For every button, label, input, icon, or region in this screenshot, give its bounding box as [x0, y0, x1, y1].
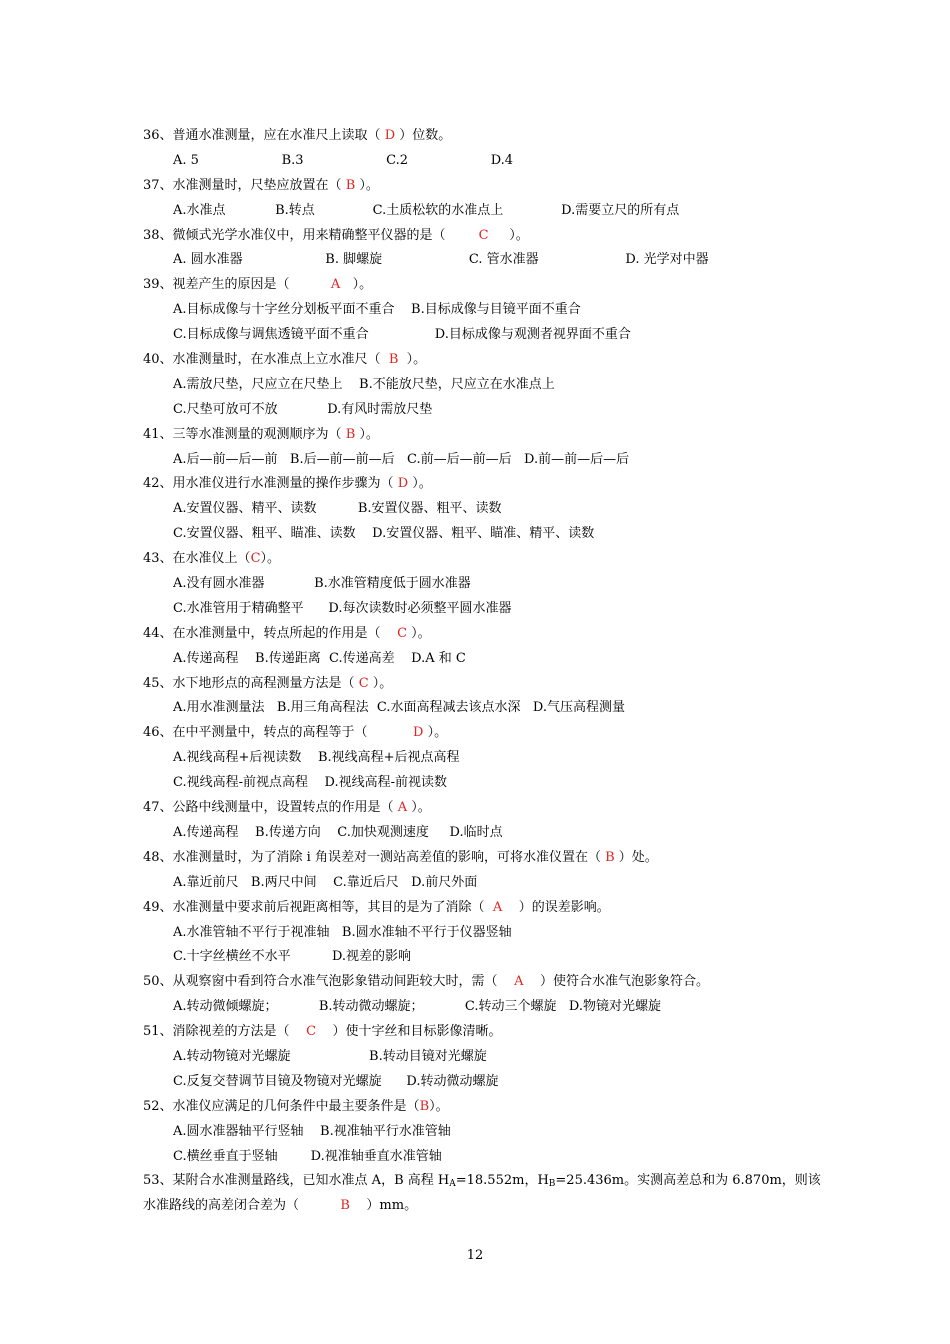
- question-number: 53: [143, 1173, 160, 1189]
- question-text: ）使符合水准气泡影象符合。: [523, 974, 709, 990]
- question-text: ）。: [355, 426, 379, 442]
- question-number: 44: [143, 625, 160, 641]
- question-text: ）。: [423, 725, 448, 741]
- option-line: A.水准管轴不平行于视准轴 B.圆水准轴不平行于仪器竖轴: [173, 924, 512, 940]
- option-line: C.视线高程-前视点高程 D.视线高程-前视读数: [173, 775, 448, 791]
- question-stem: [143, 547, 823, 572]
- question-number: 51: [143, 1024, 160, 1040]
- question-stem: [143, 1095, 823, 1120]
- page-number: 12: [466, 1248, 484, 1263]
- question-text: ）使十字丝和目标影像清晰。: [316, 1024, 502, 1040]
- question-number: 47: [143, 800, 160, 816]
- answer-letter: C: [358, 675, 369, 691]
- question-number: 37: [143, 177, 160, 193]
- question-text: ）。: [260, 551, 281, 567]
- answer-letter: A: [330, 277, 341, 293]
- answer-letter: C: [478, 227, 489, 243]
- question-stem: [143, 124, 823, 149]
- question-number: 50: [143, 974, 160, 990]
- question-text: ）处。: [614, 849, 658, 865]
- question-stem: [143, 846, 823, 871]
- answer-letter: A: [397, 800, 408, 816]
- question-text: ）。: [408, 476, 432, 492]
- option-line: A. 圆水准器 B. 脚螺旋 C. 管水准器 D. 光学对中器: [173, 252, 709, 268]
- question-text: ）。: [340, 277, 373, 293]
- question-text: 、某附合水准测量路线，已知水准点 A，B 高程 H: [159, 1173, 450, 1189]
- question-number: 46: [143, 725, 160, 741]
- question-text: =18.552m，H: [455, 1173, 549, 1189]
- question-stem: [143, 174, 823, 199]
- option-line: C.水准管用于精确整平 D.每次读数时必须整平圆水准器: [173, 600, 512, 616]
- option-line: C.横丝垂直于竖轴 D.视准轴垂直水准管轴: [173, 1148, 442, 1164]
- option-line: A.传递高程 B.传递距离 C.传递高差 D.A 和 C: [173, 650, 466, 666]
- option-line: A.靠近前尺 B.两尺中间 C.靠近后尺 D.前尺外面: [173, 874, 478, 890]
- option-line: A.圆水准器轴平行竖轴 B.视准轴平行水准管轴: [173, 1123, 451, 1139]
- answer-letter: A: [514, 974, 524, 990]
- option-line: A.转动微倾螺旋； B.转动微动螺旋； C.转动三个螺旋 D.物镜对光螺旋: [173, 999, 661, 1015]
- question-text: ）。: [488, 227, 529, 243]
- question-text: ）的误差影响。: [502, 899, 610, 915]
- option-line: C.反复交替调节目镜及物镜对光螺旋 D.转动微动螺旋: [173, 1073, 499, 1089]
- question-text: 、公路中线测量中，设置转点的作用是（: [159, 800, 398, 816]
- question-text: 、消除视差的方法是（: [159, 1024, 307, 1040]
- question-text: ）。: [429, 1098, 449, 1114]
- question-text: 、从观察窗中看到符合水准气泡影象错动间距较大时，需（: [159, 974, 515, 990]
- subscript: A: [449, 1179, 456, 1190]
- option-line: A.需放尺垫，尺应立在尺垫上 B.不能放尺垫，尺应立在水准点上: [173, 376, 555, 392]
- question-stem-continued: [143, 1194, 823, 1219]
- subscript: B: [548, 1179, 556, 1190]
- question-number: 48: [143, 849, 160, 865]
- question-number: 39: [143, 277, 160, 293]
- question-stem: [143, 796, 823, 821]
- answer-letter: B: [345, 426, 356, 442]
- answer-letter: D: [384, 128, 396, 143]
- question-text: ）。: [407, 625, 431, 641]
- question-stem: [143, 896, 823, 921]
- question-text: ）位数。: [395, 128, 452, 143]
- question-text: 、水下地形点的高程测量方法是（: [159, 675, 359, 691]
- question-stem: [143, 348, 823, 373]
- question-stem: [143, 970, 823, 995]
- question-stem: [143, 273, 823, 298]
- question-text: 、三等水准测量的观测顺序为（: [159, 426, 346, 442]
- option-line: A.后—前—后—前 B.后—前—前—后 C.前—后—前—后 D.前—前—后—后: [173, 451, 630, 467]
- answer-letter: B: [605, 849, 615, 865]
- question-number: 36: [143, 128, 160, 143]
- option-line: A.视线高程+后视读数 B.视线高程+后视点高程: [173, 750, 460, 766]
- question-text: =25.436m。实测高差总和为 6.870m，则该: [555, 1173, 821, 1189]
- answer-letter: D: [413, 725, 424, 741]
- option-line: A.传递高程 B.传递方向 C.加快观测速度 D.临时点: [173, 824, 503, 840]
- question-list: [143, 124, 823, 1219]
- question-text: 、在水准测量中，转点所起的作用是（: [159, 625, 398, 641]
- question-text: ）。: [355, 177, 379, 193]
- question-text: 、在水准仪上（: [159, 551, 251, 567]
- question-text: 、水准测量时，尺垫应放置在（: [159, 177, 346, 193]
- question-number: 43: [143, 551, 160, 567]
- question-text: ）mm。: [349, 1198, 418, 1214]
- option-line: C.安置仪器、粗平、瞄准、读数 D.安置仪器、粗平、瞄准、精平、读数: [173, 526, 595, 542]
- question-stem: [143, 423, 823, 448]
- option-line: A.用水准测量法 B.用三角高程法 C.水面高程减去该点水深 D.气压高程测量: [173, 700, 625, 716]
- option-line: A.没有圆水准器 B.水准管精度低于圆水准器: [173, 576, 471, 592]
- question-text: 、微倾式光学水准仪中，用来精确整平仪器的是（: [159, 227, 479, 243]
- question-number: 41: [143, 426, 160, 442]
- answer-letter: C: [397, 625, 408, 641]
- question-stem: [143, 224, 823, 249]
- option-line: C.尺垫可放可不放 D.有风时需放尺垫: [173, 401, 433, 417]
- answer-letter: B: [388, 352, 399, 368]
- question-text: 、水准测量时，为了消除 i 角误差对一测站高差值的影响，可将水准仪置在（: [159, 849, 606, 865]
- question-number: 42: [143, 476, 160, 492]
- answer-letter: B: [340, 1198, 350, 1214]
- option-line: A.安置仪器、精平、读数 B.安置仪器、粗平、读数: [173, 501, 502, 517]
- question-text: 水准路线的高差闭合差为（: [143, 1198, 341, 1214]
- question-number: 52: [143, 1098, 160, 1114]
- question-text: 、用水准仪进行水准测量的操作步骤为（: [159, 476, 398, 492]
- question-number: 40: [143, 352, 160, 368]
- option-line: A.目标成像与十字丝分划板平面不重合 B.目标成像与目镜平面不重合: [173, 302, 581, 318]
- option-line: A. 5 B.3 C.2 D.4: [173, 152, 514, 168]
- question-text: 、普通水准测量，应在水准尺上读取（: [159, 128, 385, 143]
- question-stem: [143, 1020, 823, 1045]
- question-text: 、水准测量时，在水准点上立水准尺（: [159, 352, 389, 368]
- question-stem: [143, 1169, 823, 1194]
- option-line: C.目标成像与调焦透镜平面不重合 D.目标成像与观测者视界面不重合: [173, 327, 631, 343]
- question-text: ）。: [398, 352, 427, 368]
- answer-letter: B: [345, 177, 356, 193]
- option-line: A.转动物镜对光螺旋 B.转动目镜对光螺旋: [173, 1048, 487, 1064]
- question-stem: [143, 472, 823, 497]
- question-number: 45: [143, 675, 160, 691]
- question-stem: [143, 622, 823, 647]
- question-text: ）。: [368, 675, 393, 691]
- question-text: 、水准测量中要求前后视距离相等，其目的是为了消除（: [159, 899, 493, 915]
- answer-letter: A: [492, 899, 503, 915]
- answer-letter: D: [397, 476, 409, 492]
- question-stem: [143, 721, 823, 746]
- question-number: 49: [143, 899, 160, 915]
- question-text: ）。: [407, 800, 431, 816]
- question-stem: [143, 672, 823, 697]
- answer-letter: B: [419, 1098, 430, 1114]
- option-line: A.水准点 B.转点 C.土质松软的水准点上 D.需要立尺的所有点: [173, 202, 680, 218]
- question-number: 38: [143, 227, 160, 243]
- question-text: 、视差产生的原因是（: [159, 277, 331, 293]
- question-text: 、在中平测量中，转点的高程等于（: [159, 725, 414, 741]
- option-line: C.十字丝横丝不水平 D.视差的影响: [173, 949, 412, 965]
- answer-letter: C: [306, 1024, 317, 1040]
- question-text: 、水准仪应满足的几何条件中最主要条件是（: [159, 1098, 420, 1114]
- answer-letter: C: [250, 551, 261, 567]
